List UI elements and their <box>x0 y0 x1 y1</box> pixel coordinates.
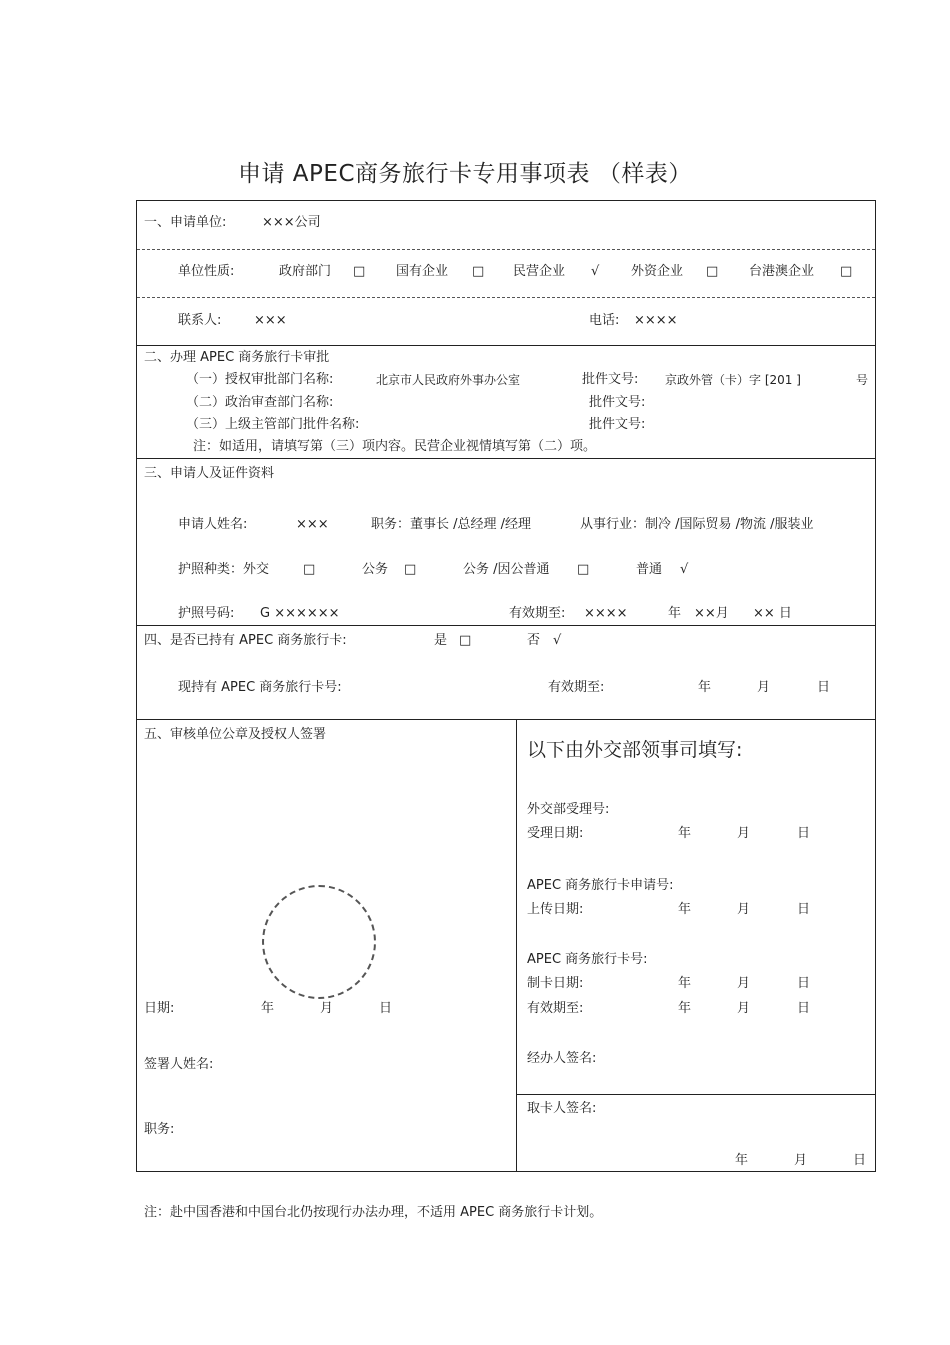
political-review-label: （二）政治审查部门名称: <box>186 395 334 410</box>
signer-name-label: 签署人姓名: <box>144 1057 214 1072</box>
soe-checkbox[interactable]: □ <box>472 264 485 279</box>
divider <box>137 249 875 250</box>
divider <box>517 1094 875 1095</box>
year-label: 年 <box>678 976 692 991</box>
authority-value: 北京市人民政府外事办公室 <box>376 373 521 387</box>
applicant-label: 一、申请单位: <box>144 215 227 230</box>
divider <box>137 458 875 459</box>
private-checkbox[interactable]: √ <box>591 264 600 279</box>
official-ordinary-checkbox[interactable]: □ <box>577 562 590 577</box>
day-label: 日 <box>797 1001 811 1016</box>
year-label: 年 <box>698 680 712 695</box>
nature-label: 单位性质: <box>178 264 235 279</box>
doc-no-value: 京政外管（卡）字 [201 ] <box>665 373 801 387</box>
make-date-label: 制卡日期: <box>527 976 584 991</box>
no-checkbox[interactable]: √ <box>553 633 562 648</box>
official-seal-placeholder <box>262 885 376 999</box>
hkmt-checkbox[interactable]: □ <box>840 264 853 279</box>
month-label: 月 <box>737 976 751 991</box>
option-private: 民营企业 <box>513 264 566 279</box>
no-label: 否 <box>527 633 541 648</box>
year-label: 年 <box>735 1153 749 1168</box>
page-title: 申请 APEC商务旅行卡专用事项表 （样表） <box>238 161 692 187</box>
applicant-name-value: ××× <box>296 517 329 532</box>
month-label: 月 <box>757 680 771 695</box>
diplomatic-checkbox[interactable]: □ <box>303 562 316 577</box>
apply-no-label: APEC 商务旅行卡申请号: <box>527 878 674 893</box>
official-ordinary-label: 公务 /因公普通 <box>463 562 550 577</box>
doc-no-label: 批件文号: <box>589 395 646 410</box>
foreign-checkbox[interactable]: □ <box>706 264 719 279</box>
divider <box>137 625 875 626</box>
section5-heading: 五、审核单位公章及授权人签署 <box>144 727 327 742</box>
divider <box>137 719 875 720</box>
day-label: 日 <box>797 826 811 841</box>
year-label: 年 <box>261 1001 275 1016</box>
option-foreign: 外资企业 <box>631 264 684 279</box>
date-label: 日期: <box>144 1001 175 1016</box>
pickup-sign-label: 取卡人签名: <box>527 1101 597 1116</box>
option-hkmt: 台港澳企业 <box>749 264 815 279</box>
doc-no-suffix: 号 <box>856 373 869 387</box>
accept-date-label: 受理日期: <box>527 826 584 841</box>
divider <box>516 720 517 1171</box>
expiry-day-value: ×× 日 <box>753 606 792 621</box>
contact-label: 联系人: <box>178 313 222 328</box>
expiry-year-value: ×××× <box>584 606 628 621</box>
section2-note: 注：如适用，请填写第（三）项内容。民营企业视情填写第（二）项。 <box>193 439 597 454</box>
footer-note: 注：赴中国香港和中国台北仍按现行办法办理，不适用 APEC 商务旅行卡计划。 <box>144 1205 603 1220</box>
month-label: 月 <box>737 902 751 917</box>
option-gov: 政府部门 <box>279 264 332 279</box>
applicant-name-label: 申请人姓名: <box>178 517 248 532</box>
upload-date-label: 上传日期: <box>527 902 584 917</box>
passport-no-value: G ×××××× <box>260 606 340 621</box>
industry-label: 从事行业：制冷 /国际贸易 /物流 /服装业 <box>580 517 814 532</box>
day-label: 日 <box>379 1001 393 1016</box>
accept-no-label: 外交部受理号: <box>527 802 610 817</box>
day-label: 日 <box>853 1153 867 1168</box>
phone-value: ×××× <box>634 313 678 328</box>
option-soe: 国有企业 <box>396 264 449 279</box>
official-label: 公务 <box>362 562 389 577</box>
handler-sign-label: 经办人签名: <box>527 1051 597 1066</box>
passport-no-label: 护照号码: <box>178 606 235 621</box>
official-checkbox[interactable]: □ <box>404 562 417 577</box>
card-no-label: APEC 商务旅行卡号: <box>527 952 648 967</box>
passport-expiry-label: 有效期至: <box>509 606 566 621</box>
year-label: 年 <box>668 606 682 621</box>
year-label: 年 <box>678 826 692 841</box>
year-label: 年 <box>678 902 692 917</box>
superior-dept-label: （三）上级主管部门批件名称: <box>186 417 360 432</box>
contact-value: ××× <box>254 313 287 328</box>
year-label: 年 <box>678 1001 692 1016</box>
month-label: 月 <box>737 826 751 841</box>
expiry-label: 有效期至: <box>527 1001 584 1016</box>
divider <box>137 345 875 346</box>
day-label: 日 <box>797 902 811 917</box>
mfa-heading: 以下由外交部领事司填写: <box>527 739 743 761</box>
day-label: 日 <box>797 976 811 991</box>
month-label: 月 <box>320 1001 334 1016</box>
day-label: 日 <box>817 680 831 695</box>
expiry-month-value: ××月 <box>694 606 729 621</box>
ordinary-label: 普通 <box>636 562 663 577</box>
yes-checkbox[interactable]: □ <box>459 633 472 648</box>
month-label: 月 <box>794 1153 808 1168</box>
section2-heading: 二、办理 APEC 商务旅行卡审批 <box>144 350 330 365</box>
doc-no-label: 批件文号: <box>589 417 646 432</box>
signer-position-label: 职务: <box>144 1122 175 1137</box>
doc-no-label: 批件文号: <box>582 372 639 387</box>
applicant-value: ×××公司 <box>262 215 321 230</box>
section3-heading: 三、申请人及证件资料 <box>144 466 275 481</box>
month-label: 月 <box>737 1001 751 1016</box>
gov-checkbox[interactable]: □ <box>353 264 366 279</box>
passport-type-label: 护照种类：外交 <box>178 562 270 577</box>
ordinary-checkbox[interactable]: √ <box>680 562 689 577</box>
authority-label: （一）授权审批部门名称: <box>186 372 334 387</box>
phone-label: 电话: <box>589 313 620 328</box>
yes-label: 是 <box>434 633 448 648</box>
divider <box>137 297 875 298</box>
card-expiry-label: 有效期至: <box>548 680 605 695</box>
position-label: 职务：董事长 /总经理 /经理 <box>371 517 532 532</box>
section4-heading: 四、是否已持有 APEC 商务旅行卡: <box>144 633 347 648</box>
card-no-label: 现持有 APEC 商务旅行卡号: <box>178 680 342 695</box>
